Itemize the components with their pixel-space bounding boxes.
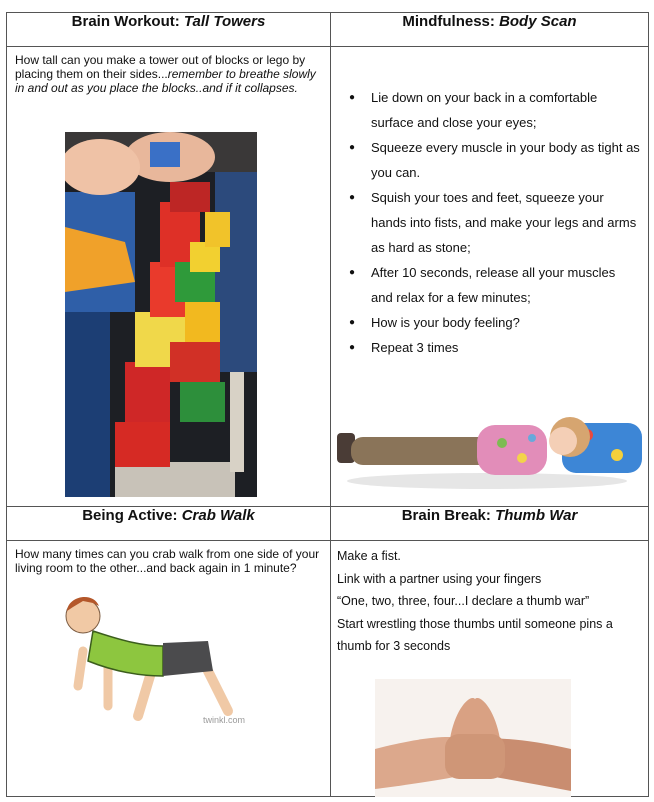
body-scan-step: ● How is your body feeling? (371, 310, 640, 335)
being-active-header (7, 507, 331, 541)
thumb-war-instructions (331, 541, 648, 658)
crab-walk-illustration (53, 591, 283, 731)
activity-sheet (6, 12, 648, 802)
body-scan-step: ● Squeeze every muscle in your body as tight as you can. (371, 135, 640, 185)
thumb-war-line: Link with a partner using your fingers (337, 571, 542, 586)
thumb-war-line: Make a fist. (337, 549, 401, 563)
body-scan-step: ● Squish your toes and feet, squeeze your hands into fists, and make your legs and arms as hard as stone; (371, 185, 640, 260)
being-active-cell (7, 541, 331, 797)
thumb-war-line: “One, two, three, four...I declare a thumb war” (337, 594, 590, 608)
thumb-war-photo (375, 679, 571, 797)
being-active-title: Crab Walk (181, 507, 255, 524)
mindfulness-cell (331, 47, 649, 507)
brain-workout-prefix: Brain Workout: (71, 13, 184, 30)
activity-grid (6, 12, 649, 797)
brain-workout-text-italic: remember to breathe slowly in and out as you place the blocks..and if it collapses. (15, 67, 316, 95)
brain-break-cell (331, 541, 649, 797)
crab-walk-text: How many times can you crab walk from one side of your living room to the other...and back again in 1 minute? (15, 547, 320, 575)
brain-workout-title: Tall Towers (183, 13, 266, 30)
body-scan-step: ● Lie down on your back in a comfortable surface and close your eyes; (371, 85, 640, 135)
mindfulness-title: Body Scan (499, 13, 577, 30)
mindfulness-prefix: Mindfulness: (402, 13, 500, 30)
being-active-prefix: Being Active: (82, 507, 182, 524)
twinkl-watermark: twinkl.com (203, 715, 246, 725)
brain-break-header (331, 507, 649, 541)
girl-lying-photo (337, 413, 643, 493)
brain-workout-header (7, 13, 331, 47)
brain-workout-text (7, 47, 330, 95)
body-scan-step: ● After 10 seconds, release all your muscles and relax for a few minutes; (371, 260, 640, 310)
brain-workout-cell (7, 47, 331, 507)
lego-tower-photo (65, 132, 257, 497)
brain-break-title: Thumb War (495, 507, 578, 524)
thumb-war-line: Start wrestling those thumbs until someone pins a thumb for 3 seconds (337, 616, 613, 653)
brain-workout-text-plain: How tall can you make a tower out of blocks or lego by placing them on their sides... (15, 53, 306, 81)
body-scan-steps (331, 85, 648, 360)
body-scan-step: ● Repeat 3 times (371, 335, 640, 360)
brain-break-prefix: Brain Break: (401, 507, 496, 524)
mindfulness-header (331, 13, 649, 47)
